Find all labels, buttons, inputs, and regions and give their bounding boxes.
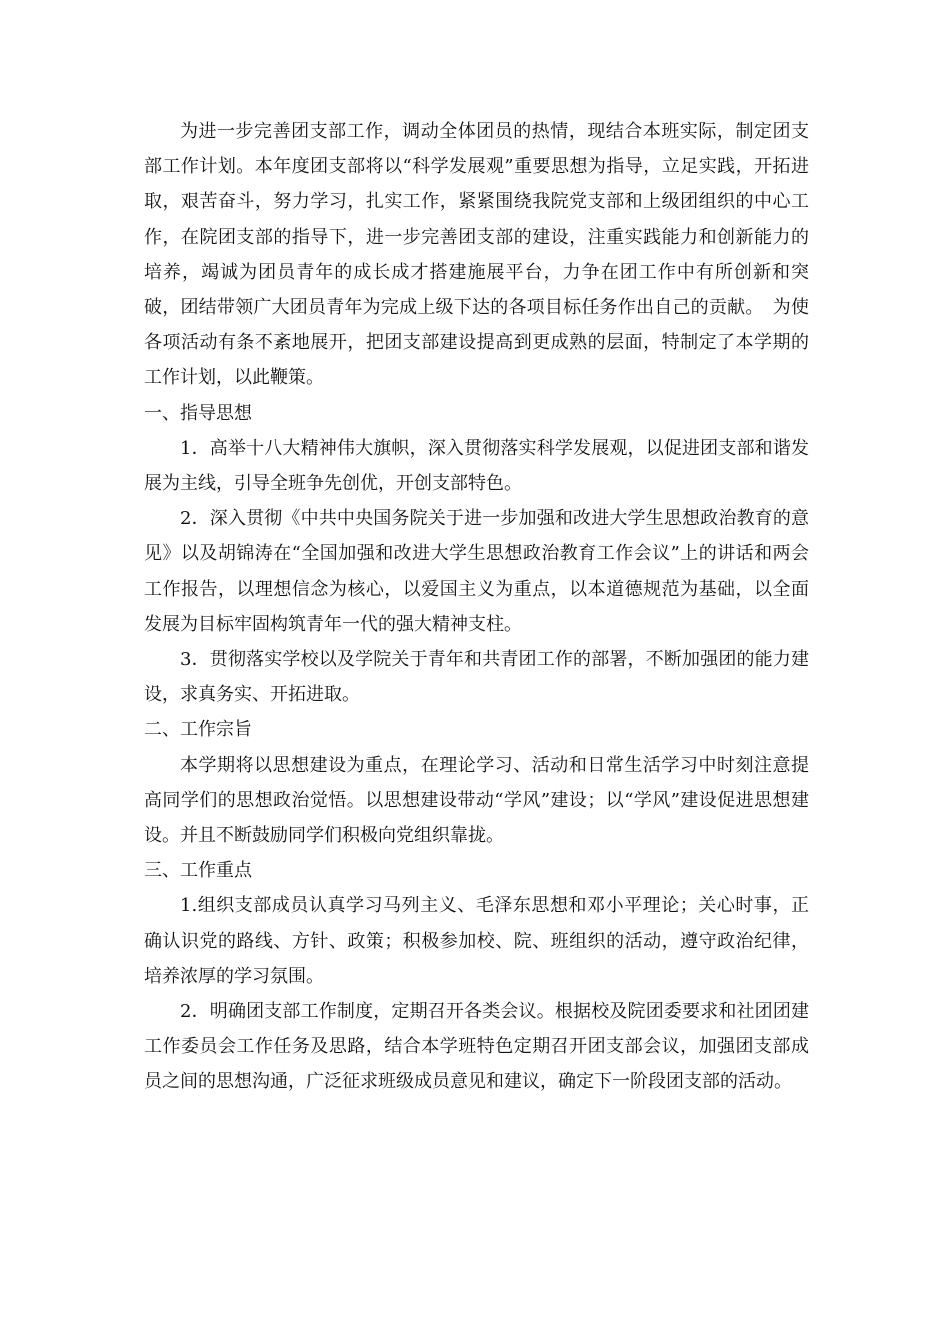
guiding-ideology-item-1: 1．高举十八大精神伟大旗帜，深入贯彻落实科学发展观，以促进团支部和谐发展为主线，引导全班争先创优，开创支部特色。	[144, 437, 809, 495]
document-body	[144, 114, 809, 1100]
guiding-ideology-item-3: 3．贯彻落实学校以及学院关于青年和共青团工作的部署，不断加强团的能力建设，求真务实、开拓进取。	[144, 649, 809, 706]
work-focus-item-1: 1.组织支部成员认真学习马列主义、毛泽东思想和邓小平理论；关心时事，正确认识党的路线、方针、政策；积极参加校、院、班组织的活动，遵守政治纪律，培养浓厚的学习氛围。	[144, 895, 809, 987]
section-heading-guiding-ideology: 一、指导思想	[144, 402, 252, 424]
work-focus-item-2: 2．明确团支部工作制度，定期召开各类会议。根据校及院团委要求和社团团建工作委员会工作任务及思路，结合本学班特色定期召开团支部会议，加强团支部成员之间的思想沟通，广泛征求班级成员意见和建议，确定下一阶段团支部的活动。	[144, 1001, 809, 1093]
section-heading-work-focus: 三、工作重点	[144, 860, 252, 882]
guiding-ideology-item-2: 2．深入贯彻《中共中央国务院关于进一步加强和改进大学生思想政治教育的意见》以及胡锦涛在“全国加强和改进大学生思想政治教育工作会议”上的讲话和两会工作报告，以理想信念为核心，以爱国主义为重点，以本道德规范为基础，以全面发展为目标牢固构筑青年一代的强大精神支柱。	[144, 508, 809, 635]
work-purpose-paragraph: 本学期将以思想建设为重点，在理论学习、活动和日常生活学习中时刻注意提高同学们的思想政治觉悟。以思想建设带动“学风”建设；以“学风”建设促进思想建设。并且不断鼓励同学们积极向党组织靠拢。	[144, 754, 809, 847]
section-heading-work-purpose: 二、工作宗旨	[144, 719, 252, 741]
intro-paragraph: 为进一步完善团支部工作，调动全体团员的热情，现结合本班实际，制定团支部工作计划。本年度团支部将以“科学发展观”重要思想为指导，立足实践，开拓进取，艰苦奋斗，努力学习，扎实工作，紧紧围绕我院党支部和上级团组织的中心工作，在院团支部的指导下，进一步完善团支部的建设，注重实践能力和创新能力的培养，竭诚为团员青年的成长成才搭建施展平台，力争在团工作中有所创新和突破，团结带领广大团员青年为完成上级下达的各项目标任务作出自己的贡献。 为使各项活动有条不紊地展开，把团支部建设提高到更成熟的层面，特制定了本学期的工作计划，以此鞭策。	[144, 121, 809, 389]
